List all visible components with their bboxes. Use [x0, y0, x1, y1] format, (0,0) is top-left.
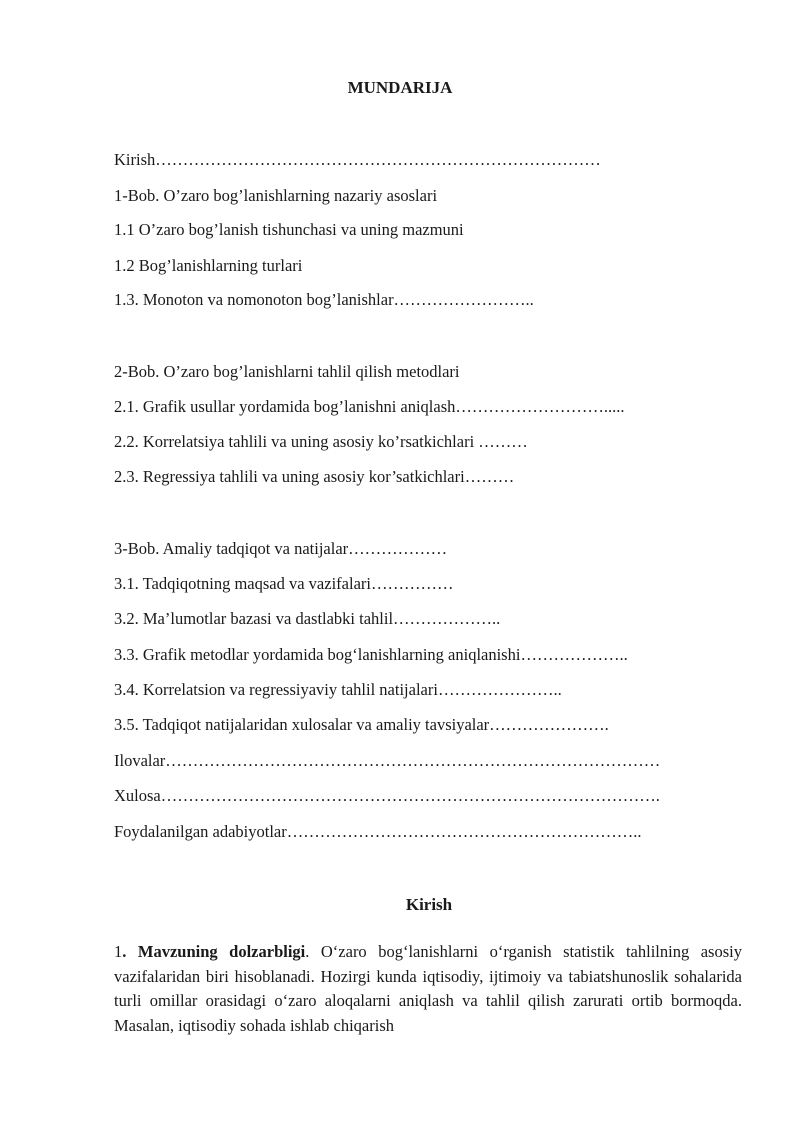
toc-item-chapter-1: 1-Bob. O’zaro bog’lanishlarning nazariy asoslari	[114, 186, 438, 205]
toc-item-kirish: Kirish………………………………………………………………………	[114, 150, 601, 169]
intro-number: 1	[114, 942, 123, 961]
toc-item-2-3: 2.3. Regressiya tahlili va uning asosiy kor’satkichlari………	[114, 467, 515, 486]
toc-item-1-3: 1.3. Monoton va nomonoton bog’lanishlar……………………..	[114, 290, 534, 309]
intro-bold-lead: . Mavzuning dolzarbligi	[122, 942, 306, 961]
toc-item-ilovalar: Ilovalar………………………………………………………………………………	[114, 751, 661, 770]
toc-item-3-2: 3.2. Ma’lumotlar bazasi va dastlabki tahlil………………..	[114, 609, 501, 628]
toc-item-1-1: 1.1 O’zaro bog’lanish tishunchasi va uning mazmuni	[114, 220, 464, 239]
toc-title: MUNDARIJA	[347, 78, 453, 97]
intro-text: . O‘zaro bog‘lanishlarni o‘rganish statistik tahlilning asosiy vazifalaridan biri hisoblanadi. Hozirgi kunda iqtisodiy, ijtimoiy va tabiatshunoslik sohalarida turli omillar orasidagi o‘zaro aloqalarni aniqlash va tahlil qilish zarurati ortib bormoqda. Masalan, iqtisodiy sohada ishlab chiqarish	[114, 942, 742, 1035]
toc-item-2-2: 2.2. Korrelatsiya tahlili va uning asosiy ko’rsatkichlari ………	[114, 432, 528, 451]
toc-item-xulosa: Xulosa……………………………………………………………………………….	[114, 786, 660, 805]
toc-item-3-3: 3.3. Grafik metodlar yordamida bog‘lanishlarning aniqlanishi………………..	[114, 645, 628, 664]
toc-item-chapter-3: 3-Bob. Amaliy tadqiqot va natijalar………………	[114, 539, 448, 558]
toc-item-3-1: 3.1. Tadqiqotning maqsad va vazifalari……………	[114, 574, 454, 593]
toc-item-1-2: 1.2 Bog’lanishlarning turlari	[114, 256, 303, 275]
intro-paragraph	[114, 940, 742, 1038]
section-heading-kirish: Kirish	[405, 895, 453, 914]
toc-item-3-5: 3.5. Tadqiqot natijalaridan xulosalar va amaliy tavsiyalar………………….	[114, 715, 609, 734]
toc-item-3-4: 3.4. Korrelatsion va regressiyaviy tahlil natijalari…………………..	[114, 680, 562, 699]
toc-item-2-1: 2.1. Grafik usullar yordamida bog’lanishni aniqlash……………………….....	[114, 397, 625, 416]
toc-item-chapter-2: 2-Bob. O’zaro bog’lanishlarni tahlil qilish metodlari	[114, 362, 460, 381]
toc-item-adabiyotlar: Foydalanilgan adabiyotlar………………………………………………………..	[114, 822, 642, 841]
